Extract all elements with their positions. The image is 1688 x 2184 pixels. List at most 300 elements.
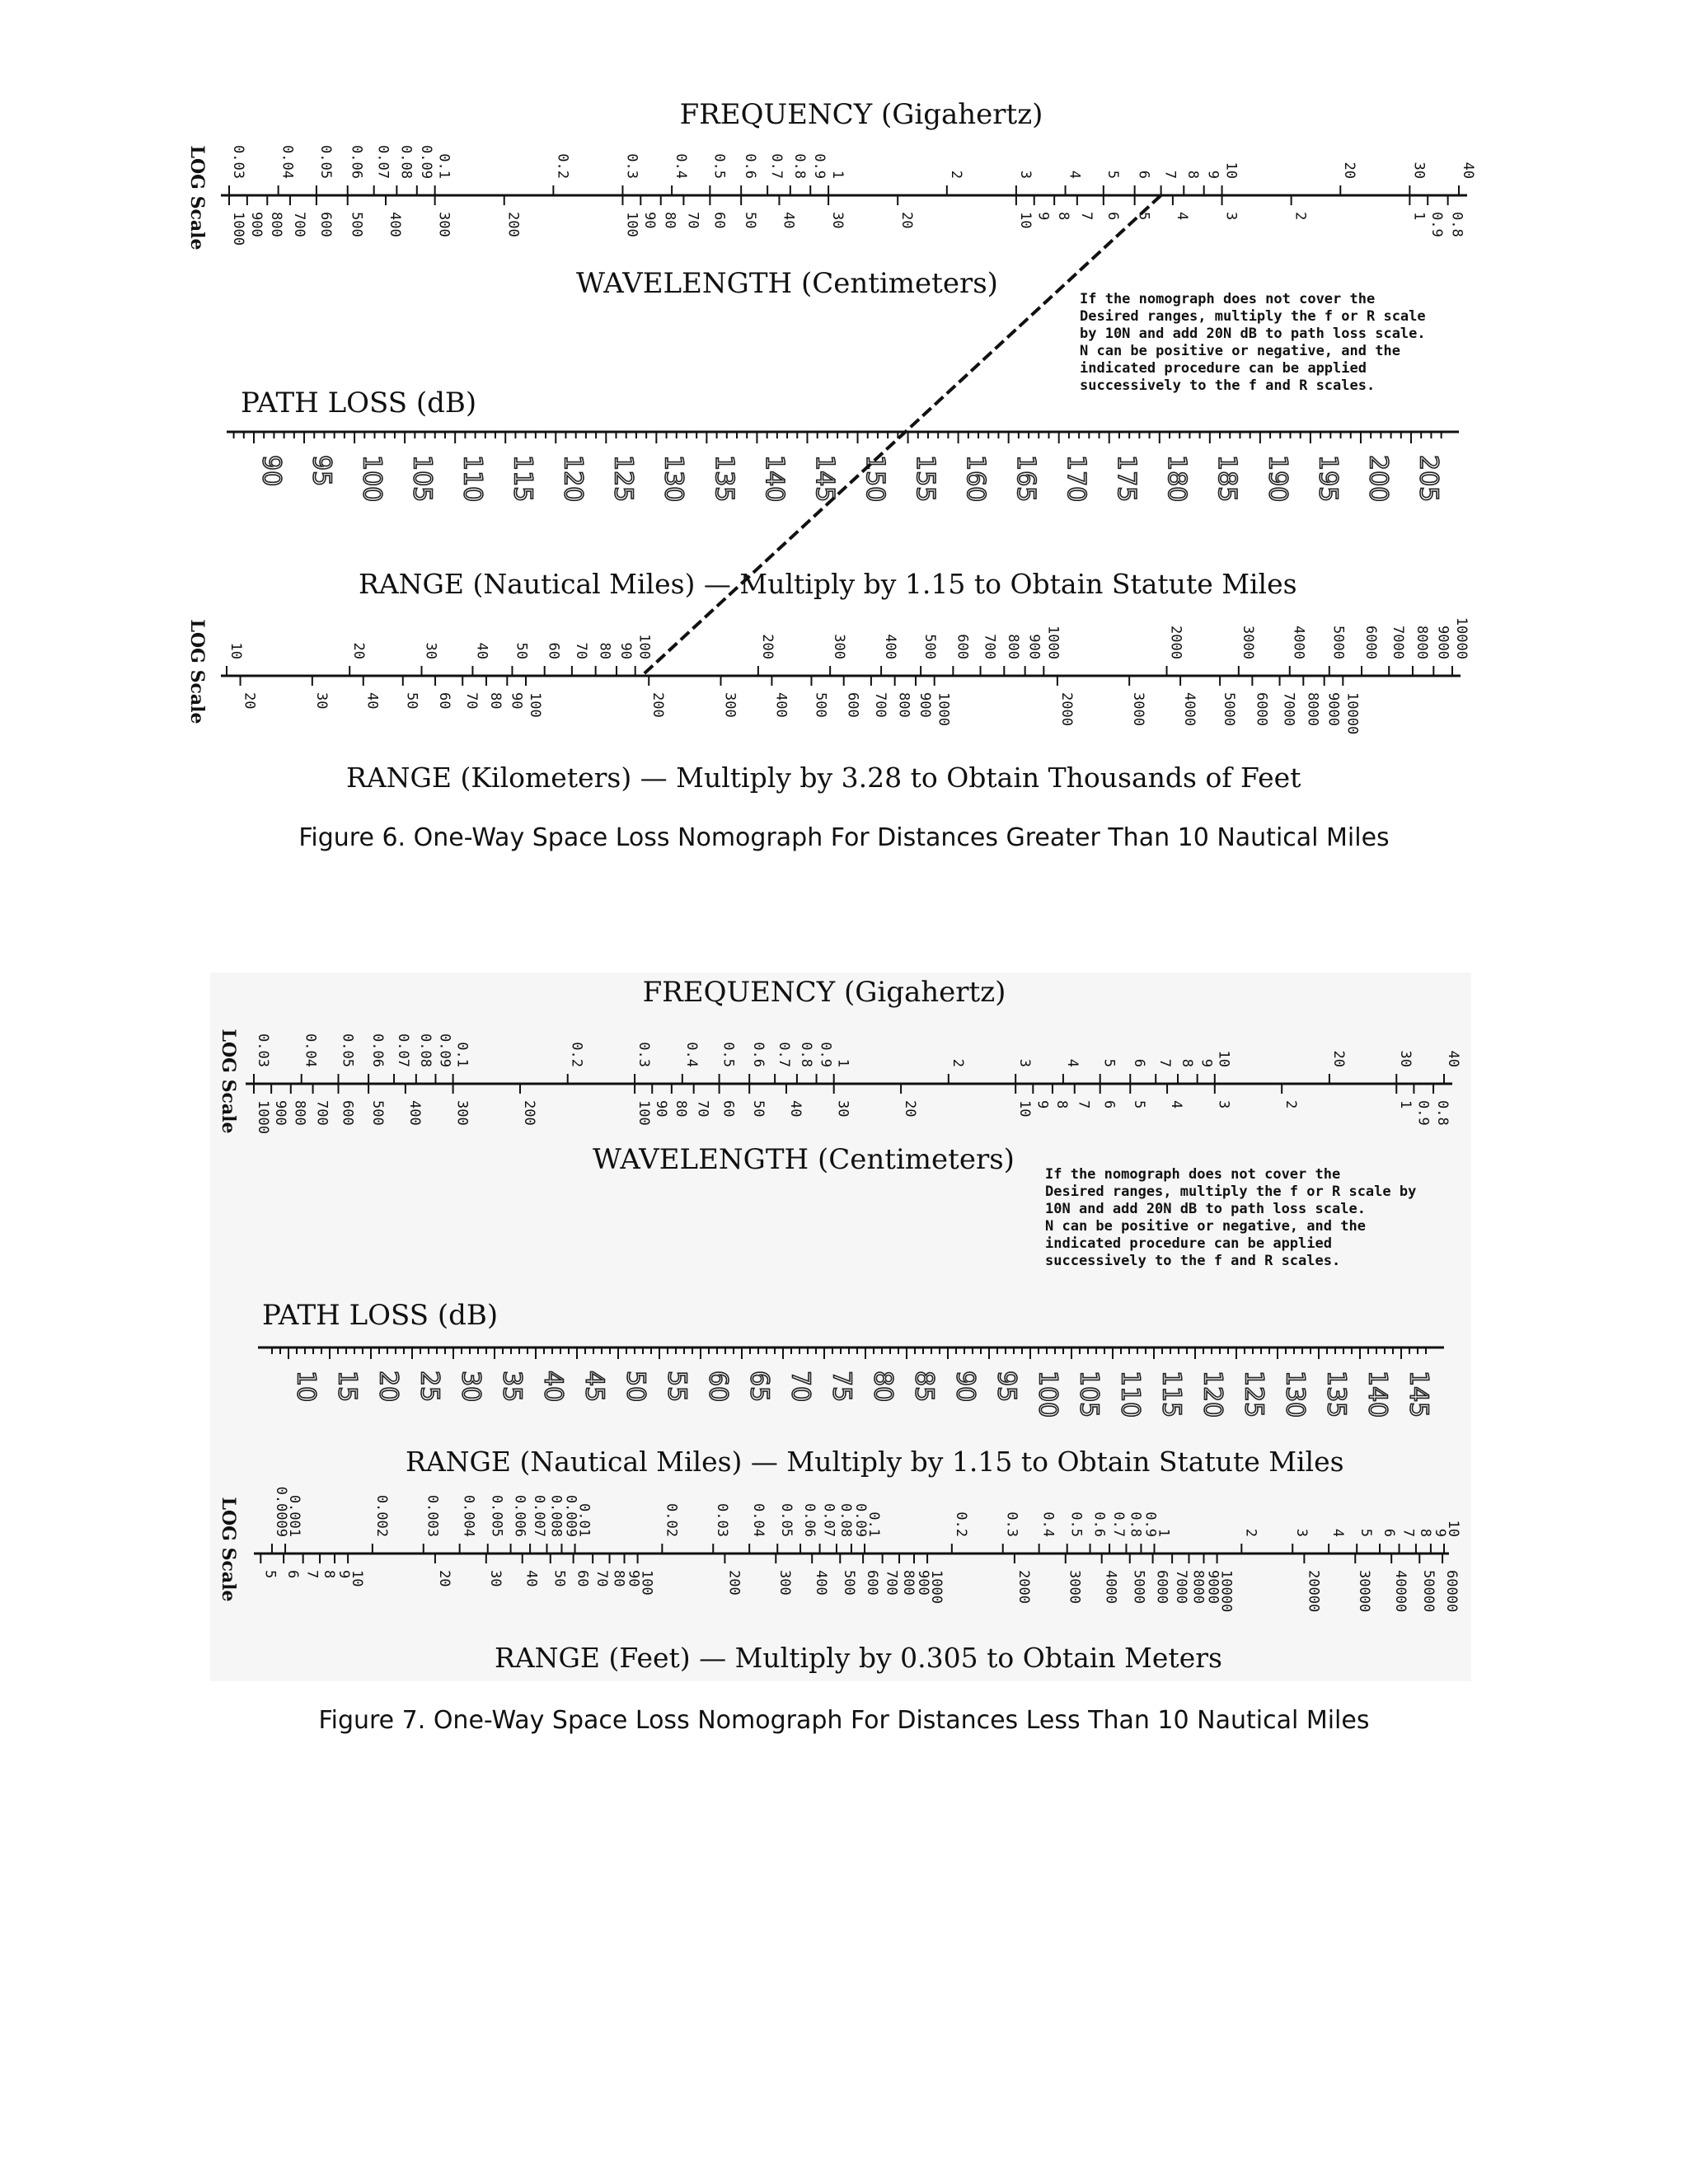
- range-axis-bottom-label: 6000: [1253, 692, 1270, 726]
- frequency-axis-bottom-label: 500: [369, 1100, 387, 1126]
- range-axis-top-label: 0.08: [837, 1503, 854, 1537]
- frequency-axis-bottom-label: 3: [1215, 1100, 1232, 1109]
- frequency-axis-bottom-label: 70: [694, 1100, 711, 1118]
- path-loss-axis-label: 135: [1321, 1371, 1351, 1418]
- range-axis-bottom-label: 8000: [1189, 1570, 1207, 1604]
- path-loss-axis-label: 175: [1112, 455, 1142, 503]
- range-axis-top-label: 0.004: [460, 1494, 477, 1537]
- range-axis-top-label: 0.07: [820, 1503, 837, 1537]
- frequency-axis-bottom-label: 2: [1292, 212, 1309, 221]
- path-loss-axis-label: 115: [508, 455, 537, 503]
- path-loss-axis-label: 100: [357, 455, 387, 503]
- frequency-axis-top-label: 20: [1341, 162, 1358, 179]
- range-axis-bottom-label: 9000: [1325, 692, 1342, 726]
- range-axis-top-label: 70: [572, 642, 589, 659]
- frequency-axis-top-label: 0.04: [279, 145, 296, 179]
- path-loss-axis-label: 70: [785, 1371, 815, 1403]
- path-loss-axis-label: 140: [1362, 1371, 1392, 1418]
- frequency-axis-bottom-label: 1: [1410, 212, 1428, 221]
- path-loss-axis-label: 200: [1363, 455, 1393, 503]
- range-axis-top-label: 4: [1329, 1528, 1347, 1537]
- range-axis-bottom-label: 600: [864, 1570, 881, 1596]
- path-loss-axis-label: 195: [1313, 455, 1343, 503]
- path-loss-axis-label: 155: [910, 455, 940, 503]
- frequency-axis-bottom-label: 6: [1100, 1100, 1118, 1109]
- range-axis-top-label: 7: [1400, 1528, 1417, 1537]
- range-axis-bottom-label: 200: [649, 692, 667, 718]
- range-axis-bottom-label: 8000: [1304, 692, 1321, 726]
- range-axis-bottom-label: 2000: [1015, 1570, 1032, 1604]
- range-axis-bottom-label: 60: [435, 692, 452, 710]
- range-axis-bottom-label: 20: [435, 1570, 452, 1587]
- path-loss-axis-label: 40: [538, 1371, 568, 1403]
- range-axis-top-label: 0.001: [286, 1494, 303, 1537]
- path-loss-axis-label: 115: [1156, 1371, 1186, 1418]
- range-axis-bottom-label: 900: [916, 692, 933, 718]
- range-axis-top-label: 200: [758, 634, 776, 659]
- range-axis-top-label: 80: [596, 642, 613, 659]
- path-loss-axis-label: 145: [809, 455, 839, 503]
- range-axis-bottom-label: 20000: [1305, 1570, 1322, 1613]
- range-axis-bottom-label: 10000: [1343, 692, 1361, 735]
- range-axis-top-label: 0.003: [424, 1494, 441, 1537]
- range-axis-top-label: 8000: [1413, 626, 1430, 659]
- range-axis-top-label: 100: [635, 634, 653, 659]
- path-loss-axis-label: 45: [579, 1371, 609, 1403]
- range-axis-top-label: 400: [882, 634, 899, 659]
- frequency-axis-bottom-label: 900: [272, 1100, 289, 1126]
- range-axis-top-label: 0.6: [1090, 1511, 1108, 1537]
- frequency-axis-bottom-label: 40: [786, 1100, 804, 1118]
- path-loss-axis-label: 30: [456, 1371, 485, 1403]
- frequency-axis-top-label: 0.5: [720, 1042, 737, 1067]
- frequency-axis-top-label: 4: [1063, 1058, 1081, 1067]
- frequency-axis-bottom-label: 4: [1173, 212, 1190, 221]
- range-axis-bottom-label: 10000: [1217, 1570, 1235, 1613]
- frequency-axis-top-label: 1: [829, 170, 846, 179]
- frequency-axis-top-label: 0.4: [673, 153, 690, 179]
- range-axis-bottom-label: 9: [335, 1570, 352, 1579]
- frequency-axis-bottom-label: 40: [780, 212, 797, 229]
- frequency-axis-top-label: 1: [834, 1058, 851, 1067]
- frequency-axis-bottom-label: 9: [1034, 1100, 1051, 1109]
- path-loss-axis-label: 95: [992, 1371, 1021, 1403]
- frequency-axis-top-label: 30: [1397, 1050, 1414, 1067]
- frequency-axis-top-label: 4: [1066, 170, 1083, 179]
- range-axis-top-label: 0.008: [547, 1494, 565, 1537]
- path-loss-axis-label: 110: [1115, 1371, 1145, 1418]
- range-axis-top-label: 1: [1155, 1528, 1172, 1537]
- frequency-axis-top-label: 30: [1410, 162, 1428, 179]
- frequency-axis-title: FREQUENCY (Gigahertz): [679, 98, 1043, 131]
- range-axis-bottom-label: 3000: [1066, 1570, 1083, 1604]
- range-axis-top-label: 600: [954, 634, 971, 659]
- range-axis-bottom-label: 800: [895, 692, 912, 718]
- path-loss-axis-label: 185: [1212, 455, 1242, 503]
- frequency-axis-top-label: 0.8: [790, 153, 808, 179]
- range-axis-top-label: 0.7: [1110, 1511, 1128, 1537]
- range-axis-top-label: 2000: [1167, 626, 1184, 659]
- frequency-axis-top-label: 0.4: [682, 1042, 700, 1067]
- frequency-axis-top-label: 8: [1184, 170, 1202, 179]
- range-axis-bottom-label: 8: [321, 1570, 338, 1579]
- range-axis-bottom-label: 7000: [1280, 692, 1297, 726]
- range-axis-top-label: 500: [921, 634, 939, 659]
- frequency-axis-top-label: 0.5: [710, 153, 728, 179]
- frequency-axis-top-label: 0.1: [453, 1042, 471, 1067]
- range-axis-top-label: 90: [617, 642, 634, 659]
- range-axis-bottom-label: 400: [813, 1570, 830, 1596]
- frequency-axis-bottom-label: 1000: [229, 212, 246, 246]
- frequency-axis-bottom-label: 80: [672, 1100, 689, 1118]
- frequency-axis-bottom-label: 600: [316, 212, 334, 237]
- range-axis-bottom-label: 6: [284, 1570, 302, 1579]
- frequency-axis-bottom-label: 1000: [254, 1100, 271, 1134]
- frequency-axis-top-label: 3: [1016, 1058, 1034, 1067]
- frequency-axis-top-label: 0.06: [348, 145, 365, 179]
- path-loss-axis-label: 180: [1162, 455, 1192, 503]
- frequency-axis-top-label: 0.6: [742, 153, 759, 179]
- range-axis-bottom-label: 30000: [1356, 1570, 1373, 1613]
- range-axis-bottom-label: 100: [526, 692, 543, 718]
- figure-caption: Figure 7. One-Way Space Loss Nomograph For Distances Less Than 10 Nautical Miles: [318, 1706, 1370, 1735]
- range-axis-top-label: 0.04: [750, 1503, 767, 1537]
- range-axis-top-label: 0.02: [663, 1503, 680, 1537]
- range-axis-bottom-label: 50000: [1420, 1570, 1437, 1613]
- range-axis-bottom-label: 60000: [1443, 1570, 1461, 1613]
- range-axis-bottom-label: 40: [363, 692, 381, 710]
- range-axis-top-label: 10000: [1452, 616, 1470, 659]
- range-axis-top-label: 7000: [1390, 626, 1407, 659]
- frequency-axis-bottom-label: 30: [829, 212, 846, 229]
- frequency-axis-top-label: 2: [947, 170, 964, 179]
- frequency-axis-top-label: 40: [1444, 1050, 1461, 1067]
- figure-fig7: [218, 976, 1461, 1735]
- path-loss-axis-title: PATH LOSS (dB): [241, 387, 477, 419]
- path-loss-axis-label: 95: [307, 455, 336, 487]
- frequency-axis-bottom-label: 20: [898, 212, 916, 229]
- frequency-axis-bottom-label: 200: [520, 1100, 537, 1126]
- frequency-axis-bottom-label: 70: [684, 212, 701, 229]
- frequency-axis-bottom-label: 300: [453, 1100, 471, 1126]
- range-axis-bottom-label: 600: [844, 692, 861, 718]
- frequency-axis-bottom-label: 700: [313, 1100, 331, 1126]
- range-axis-top-label: 0.2: [952, 1511, 969, 1537]
- path-loss-axis-label: 190: [1263, 455, 1292, 503]
- frequency-axis-bottom-label: 400: [406, 1100, 423, 1126]
- path-loss-axis-title: PATH LOSS (dB): [262, 1299, 499, 1332]
- range-axis-top-label: 0.002: [373, 1494, 390, 1537]
- nomograph-note-line: N can be positive or negative, and the: [1045, 1218, 1366, 1235]
- wavelength-axis-title: WAVELENGTH (Centimeters): [576, 267, 998, 300]
- path-loss-axis-label: 50: [621, 1371, 650, 1403]
- frequency-axis-top-label: 0.6: [750, 1042, 767, 1067]
- wavelength-axis-title: WAVELENGTH (Centimeters): [593, 1143, 1015, 1176]
- frequency-axis-title: FREQUENCY (Gigahertz): [642, 976, 1006, 1009]
- range-axis-top-label: 700: [981, 634, 998, 659]
- range-axis-top-label: 30: [422, 642, 439, 659]
- range-axis-top-label: 20: [350, 642, 368, 659]
- path-loss-axis-label: 20: [373, 1371, 403, 1403]
- range-axis-top-label: 60: [545, 642, 562, 659]
- path-loss-axis-label: 145: [1404, 1371, 1433, 1418]
- range-axis-bottom-label: 40: [523, 1570, 540, 1587]
- frequency-axis-bottom-label: 3: [1222, 212, 1240, 221]
- range-axis-top-label: 0.009: [562, 1494, 579, 1537]
- frequency-axis-bottom-label: 600: [339, 1100, 356, 1126]
- frequency-axis-bottom-label: 0.9: [1414, 1100, 1432, 1126]
- range-axis-top-label: 0.1: [865, 1511, 882, 1537]
- range-axis-bottom-label: 700: [871, 692, 889, 718]
- range-axis-top-label: 4000: [1290, 626, 1307, 659]
- frequency-axis-bottom-label: 5: [1131, 1100, 1148, 1109]
- range-axis-bottom-label: 50: [403, 692, 420, 710]
- nomograph-note-line: by 10N and add 20N dB to path loss scale.: [1080, 326, 1426, 342]
- path-loss-axis-label: 125: [1239, 1371, 1268, 1418]
- path-loss-axis-label: 90: [256, 455, 286, 487]
- frequency-axis-bottom-label: 0.8: [1433, 1100, 1451, 1126]
- range-axis-bottom-label: 300: [776, 1570, 794, 1596]
- range-axis-top-label: 3000: [1239, 626, 1256, 659]
- frequency-axis-bottom-label: 50: [750, 1100, 767, 1118]
- range-axis-bottom-label: 4000: [1102, 1570, 1119, 1604]
- range-axis-top-label: 0.005: [488, 1494, 505, 1537]
- nomograph-note-line: successively to the f and R scales.: [1080, 377, 1376, 394]
- frequency-axis-top-label: 9: [1204, 170, 1221, 179]
- frequency-axis-bottom-label: 6: [1104, 212, 1121, 221]
- path-loss-axis-label: 55: [662, 1371, 692, 1403]
- frequency-axis-bottom-label: 0.8: [1448, 212, 1465, 237]
- range-axis-top-label: 2: [1242, 1528, 1259, 1537]
- frequency-axis-top-label: 0.1: [435, 153, 452, 179]
- nomograph-note-line: N can be positive or negative, and the: [1080, 343, 1400, 359]
- range-axis-bottom-label: 5000: [1130, 1570, 1147, 1604]
- frequency-axis-bottom-label: 0.9: [1428, 212, 1446, 237]
- range-axis-top-label: 0.01: [575, 1503, 593, 1537]
- range-axis-top-label: 40: [473, 642, 490, 659]
- range-axis-top-label: 10: [227, 642, 244, 659]
- frequency-axis-top-label: 5: [1104, 170, 1121, 179]
- range-axis-bottom-label: 1000: [935, 692, 952, 726]
- range-axis-top-label: 0.05: [778, 1503, 795, 1537]
- log-scale-label: LOG Scale: [218, 1029, 239, 1134]
- range-axis-bottom-label: 1000: [928, 1570, 945, 1604]
- range-axis-top-label: 9: [1431, 1528, 1448, 1537]
- range-axis-top-label: 0.5: [1067, 1511, 1085, 1537]
- path-loss-axis-label: 15: [332, 1371, 362, 1403]
- range-axis-top-label: 0.03: [714, 1503, 731, 1537]
- frequency-axis-bottom-label: 5: [1135, 212, 1152, 221]
- frequency-axis-bottom-label: 800: [291, 1100, 308, 1126]
- range-axis-bottom-label: 700: [883, 1570, 900, 1596]
- frequency-axis-bottom-label: 700: [290, 212, 307, 237]
- frequency-axis-top-label: 0.03: [254, 1033, 271, 1067]
- range-axis-top-label: 0.06: [801, 1503, 818, 1537]
- frequency-axis-bottom-label: 900: [247, 212, 265, 237]
- range-axis-bottom-label: 5000: [1221, 692, 1238, 726]
- frequency-axis-top-label: 0.2: [554, 153, 571, 179]
- range-axis-top-label: 800: [1005, 634, 1022, 659]
- frequency-axis-top-label: 2: [949, 1058, 966, 1067]
- path-loss-axis-label: 65: [744, 1371, 774, 1403]
- frequency-axis-top-label: 0.09: [436, 1033, 453, 1067]
- nomograph-note-line: If the nomograph does not cover the: [1080, 291, 1376, 307]
- frequency-axis-top-label: 0.06: [369, 1033, 387, 1067]
- frequency-axis-bottom-label: 300: [435, 212, 452, 237]
- frequency-axis-top-label: 0.05: [339, 1033, 356, 1067]
- frequency-axis-bottom-label: 200: [504, 212, 522, 237]
- path-loss-axis-label: 120: [558, 455, 588, 503]
- path-loss-axis-label: 110: [457, 455, 487, 503]
- frequency-axis-top-label: 10: [1222, 162, 1240, 179]
- range-axis-top-label: 0.8: [1127, 1511, 1144, 1537]
- range-axis-top-label: 0.3: [1003, 1511, 1020, 1537]
- range-axis-bottom-label: 70: [593, 1570, 611, 1587]
- range-axis-bottom-label: 400: [772, 692, 790, 718]
- frequency-axis-top-label: 0.08: [416, 1033, 434, 1067]
- frequency-axis-bottom-label: 8: [1053, 1100, 1070, 1109]
- range-axis-top-label: 10: [1444, 1520, 1461, 1537]
- frequency-axis-bottom-label: 20: [902, 1100, 919, 1118]
- path-loss-axis-label: 130: [659, 455, 688, 503]
- frequency-axis-top-label: 7: [1161, 170, 1179, 179]
- range-axis-bottom-label: 20: [241, 692, 258, 710]
- nomograph-note-line: Desired ranges, multiply the f or R scale by: [1045, 1183, 1417, 1200]
- path-loss-axis-label: 120: [1198, 1371, 1227, 1418]
- range-axis-bottom-label: 3000: [1130, 692, 1147, 726]
- range-axis-bottom-label: 60: [574, 1570, 591, 1587]
- frequency-axis-top-label: 40: [1459, 162, 1476, 179]
- figure-fig6: [186, 98, 1476, 852]
- log-scale-label: LOG Scale: [218, 1497, 239, 1602]
- frequency-axis-bottom-label: 90: [641, 212, 659, 229]
- path-loss-axis-label: 80: [868, 1371, 898, 1403]
- frequency-axis-top-label: 0.03: [229, 145, 246, 179]
- range-axis-top-label: 0.9: [1142, 1511, 1159, 1537]
- frequency-axis-bottom-label: 9: [1034, 212, 1052, 221]
- frequency-axis-top-label: 0.07: [374, 145, 392, 179]
- range-axis-bottom-label: 7000: [1173, 1570, 1190, 1604]
- range-bottom-axis-title: RANGE (Kilometers) — Multiply by 3.28 to Obtain Thousands of Feet: [346, 762, 1301, 794]
- frequency-axis-top-label: 7: [1156, 1058, 1174, 1067]
- frequency-axis-bottom-label: 90: [653, 1100, 670, 1118]
- frequency-axis-bottom-label: 10: [1016, 1100, 1034, 1118]
- range-axis-bottom-label: 50: [551, 1570, 568, 1587]
- range-axis-top-label: 0.006: [511, 1494, 528, 1537]
- frequency-axis-bottom-label: 50: [742, 212, 759, 229]
- path-loss-axis-label: 25: [415, 1371, 444, 1403]
- frequency-axis-top-label: 0.9: [811, 153, 828, 179]
- frequency-axis-top-label: 0.09: [417, 145, 434, 179]
- nomograph-note-line: successively to the f and R scales.: [1045, 1253, 1341, 1269]
- path-loss-axis-label: 35: [497, 1371, 527, 1403]
- path-loss-axis-label: 105: [1074, 1371, 1104, 1418]
- range-axis-top-label: 300: [831, 634, 848, 659]
- frequency-axis-top-label: 0.3: [635, 1042, 653, 1067]
- range-axis-bottom-label: 5: [261, 1570, 279, 1579]
- range-top-axis-title: RANGE (Nautical Miles) — Multiply by 1.15 to Obtain Statute Miles: [406, 1446, 1344, 1478]
- range-bottom-axis-title: RANGE (Feet) — Multiply by 0.305 to Obtain Meters: [495, 1642, 1222, 1674]
- path-loss-axis-label: 10: [291, 1371, 321, 1403]
- frequency-axis-top-label: 9: [1198, 1058, 1215, 1067]
- frequency-axis-top-label: 0.7: [776, 1042, 793, 1067]
- range-axis-top-label: 8: [1416, 1528, 1433, 1537]
- range-axis-top-label: 50: [513, 642, 530, 659]
- frequency-axis-top-label: 6: [1135, 170, 1152, 179]
- range-top-axis-title: RANGE (Nautical Miles) — Multiply by 1.15 to Obtain Statute Miles: [359, 568, 1297, 600]
- figure-caption: Figure 6. One-Way Space Loss Nomograph For Distances Greater Than 10 Nautical Miles: [298, 823, 1390, 852]
- range-axis-top-label: 0.4: [1039, 1511, 1057, 1537]
- path-loss-axis-label: 170: [1062, 455, 1091, 503]
- frequency-axis-top-label: 0.7: [768, 153, 785, 179]
- path-loss-axis-label: 105: [407, 455, 437, 503]
- nomograph-note-line: indicated procedure can be applied: [1080, 360, 1367, 377]
- frequency-axis-bottom-label: 8: [1055, 212, 1072, 221]
- frequency-axis-top-label: 20: [1329, 1050, 1347, 1067]
- range-axis-bottom-label: 2000: [1057, 692, 1075, 726]
- path-loss-axis-label: 160: [961, 455, 991, 503]
- frequency-axis-top-label: 0.07: [394, 1033, 411, 1067]
- frequency-axis-top-label: 0.04: [302, 1033, 319, 1067]
- range-axis-bottom-label: 80: [610, 1570, 627, 1587]
- path-loss-axis-label: 75: [827, 1371, 856, 1403]
- frequency-axis-bottom-label: 100: [635, 1100, 653, 1126]
- frequency-axis-top-label: 0.3: [623, 153, 640, 179]
- frequency-axis-bottom-label: 60: [710, 212, 728, 229]
- frequency-axis-top-label: 0.05: [316, 145, 334, 179]
- frequency-axis-top-label: 8: [1178, 1058, 1195, 1067]
- path-loss-axis-label: 125: [608, 455, 638, 503]
- frequency-axis-top-label: 0.8: [797, 1042, 814, 1067]
- frequency-axis-bottom-label: 10: [1016, 212, 1034, 229]
- path-loss-axis-label: 130: [1280, 1371, 1310, 1418]
- range-axis-bottom-label: 500: [812, 692, 829, 718]
- range-axis-top-label: 9000: [1434, 626, 1451, 659]
- range-axis-bottom-label: 900: [914, 1570, 931, 1596]
- range-axis-bottom-label: 4000: [1181, 692, 1198, 726]
- range-axis-top-label: 6000: [1362, 626, 1379, 659]
- nomograph-note-line: 10N and add 20N dB to path loss scale.: [1045, 1201, 1366, 1217]
- frequency-axis-bottom-label: 60: [720, 1100, 737, 1118]
- range-axis-top-label: 0.09: [851, 1503, 869, 1537]
- range-axis-top-label: 5: [1357, 1528, 1375, 1537]
- range-axis-bottom-label: 80: [486, 692, 504, 710]
- range-axis-bottom-label: 200: [725, 1570, 743, 1596]
- range-axis-top-label: 1000: [1044, 626, 1062, 659]
- range-axis-bottom-label: 40000: [1392, 1570, 1409, 1613]
- range-axis-top-label: 0.0009: [272, 1486, 289, 1537]
- frequency-axis-bottom-label: 100: [623, 212, 640, 237]
- range-axis-top-label: 900: [1025, 634, 1043, 659]
- range-axis-bottom-label: 30: [486, 1570, 504, 1587]
- frequency-axis-top-label: 0.08: [397, 145, 415, 179]
- frequency-axis-bottom-label: 80: [661, 212, 678, 229]
- path-loss-axis-label: 150: [860, 455, 889, 503]
- frequency-axis-bottom-label: 4: [1168, 1100, 1185, 1109]
- range-axis-top-label: 3: [1293, 1528, 1311, 1537]
- range-axis-bottom-label: 90: [508, 692, 525, 710]
- path-loss-axis-label: 140: [759, 455, 789, 503]
- range-axis-bottom-label: 800: [899, 1570, 917, 1596]
- range-axis-bottom-label: 6000: [1153, 1570, 1170, 1604]
- frequency-axis-top-label: 0.2: [568, 1042, 585, 1067]
- range-axis-bottom-label: 500: [841, 1570, 858, 1596]
- range-axis-top-label: 6: [1380, 1528, 1397, 1537]
- frequency-axis-bottom-label: 1: [1397, 1100, 1414, 1109]
- path-loss-axis-label: 60: [703, 1371, 733, 1403]
- path-loss-axis-label: 85: [909, 1371, 939, 1403]
- path-loss-axis-label: 90: [950, 1371, 980, 1403]
